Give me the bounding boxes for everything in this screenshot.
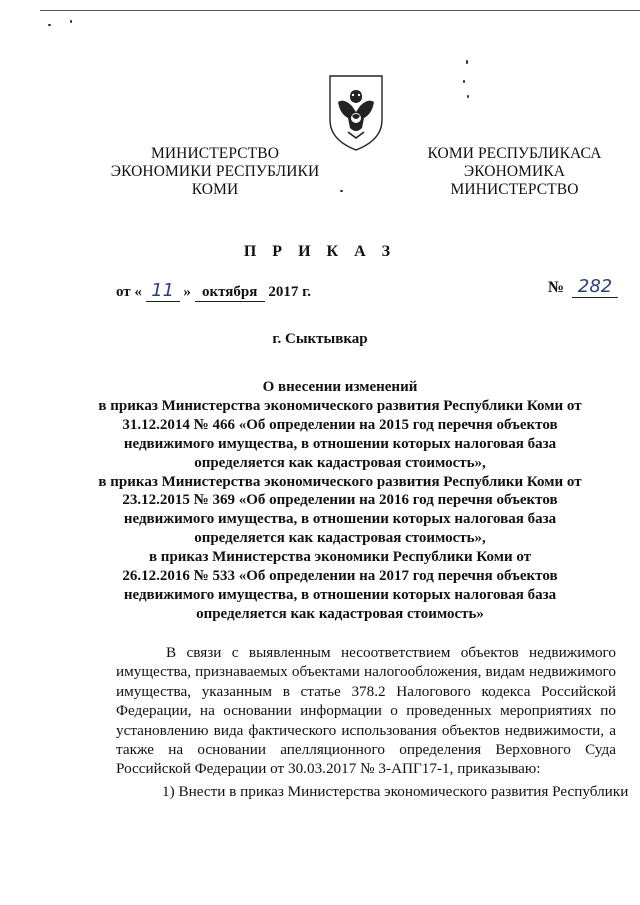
scan-speck: [48, 24, 51, 26]
date-mid: »: [183, 284, 191, 300]
body-line: имущества, признаваемых объектами налогообложения, видам недвижимого: [116, 663, 616, 681]
header-left-line: КОМИ: [191, 181, 239, 198]
number-label: №: [548, 279, 565, 296]
scan-speck: [70, 20, 72, 23]
subject-line: определяется как кадастровая стоимость»: [196, 605, 484, 622]
body-line: имущества, указанным в статье 378.2 Налогового кодекса Российской: [116, 682, 616, 700]
body-line: Российской Федерации от 30.03.2017 № 3-АПГ17-1, приказываю:: [116, 760, 541, 778]
date-day-handwritten: 11: [146, 280, 180, 302]
header-left-line: МИНИСТЕРСТВО: [151, 145, 279, 162]
document-title: П Р И К А З: [243, 243, 397, 260]
subject-line: 26.12.2016 № 533 «Об определении на 2017 год перечня объектов: [122, 568, 558, 585]
number-value-handwritten: 282: [572, 276, 618, 298]
body-line: Федерации, на основании информации о проведенных мероприятиях по: [116, 702, 616, 720]
header-right-line: ЭКОНОМИКА: [463, 163, 566, 180]
header-right-line: МИНИСТЕРСТВО: [450, 181, 579, 198]
subject-line: недвижимого имущества, в отношении которых налоговая база: [123, 435, 557, 452]
subject-line: недвижимого имущества, в отношении которых налоговая база: [123, 586, 557, 603]
preamble-paragraph: [116, 643, 616, 779]
coat-of-arms-emblem: [326, 72, 386, 152]
city: г. Сыктывкар: [272, 331, 368, 347]
scan-speck: [467, 95, 469, 98]
order-item-1: 1) Внести в приказ Министерства экономического развития Республики: [162, 782, 629, 800]
date-month: октября: [195, 284, 265, 302]
scan-speck: [463, 80, 465, 83]
body-line: В связи с выявленным несоответствием объектов недвижимого: [166, 644, 616, 661]
subject-line: определяется как кадастровая стоимость»,: [194, 454, 486, 471]
subject-line: в приказ Министерства экономики Республики Коми от: [148, 549, 532, 566]
order-date: [116, 280, 311, 302]
scan-top-border: [40, 10, 640, 11]
header-right-ministry-name: [412, 145, 617, 199]
header-left-line: ЭКОНОМИКИ РЕСПУБЛИКИ: [110, 163, 320, 180]
date-prefix: от «: [116, 284, 142, 300]
subject-line: 31.12.2014 № 466 «Об определении на 2015 год перечня объектов: [122, 416, 558, 433]
order-subject: [60, 378, 620, 624]
subject-line: недвижимого имущества, в отношении которых налоговая база: [123, 511, 557, 528]
order-body: [116, 643, 629, 801]
scan-speck: [466, 60, 468, 64]
date-year: 2017 г.: [268, 284, 312, 300]
subject-line: определяется как кадастровая стоимость»,: [194, 530, 486, 547]
header-left-ministry-name: [100, 145, 330, 199]
subject-line: О внесении изменений: [262, 379, 418, 395]
scan-speck: [340, 190, 343, 192]
body-line: установлению вида фактического использования объектов недвижимости, а: [116, 721, 616, 739]
order-number: [548, 276, 618, 298]
body-line: также на основании апелляционного определения Верховного Суда: [116, 741, 616, 759]
subject-line: в приказ Министерства экономического развития Республики Коми от: [98, 473, 582, 490]
header-right-line: КОМИ РЕСПУБЛИКАСА: [427, 145, 602, 162]
subject-line: в приказ Министерства экономического развития Республики Коми от: [98, 397, 582, 414]
subject-line: 23.12.2015 № 369 «Об определении на 2016 год перечня объектов: [122, 492, 558, 509]
